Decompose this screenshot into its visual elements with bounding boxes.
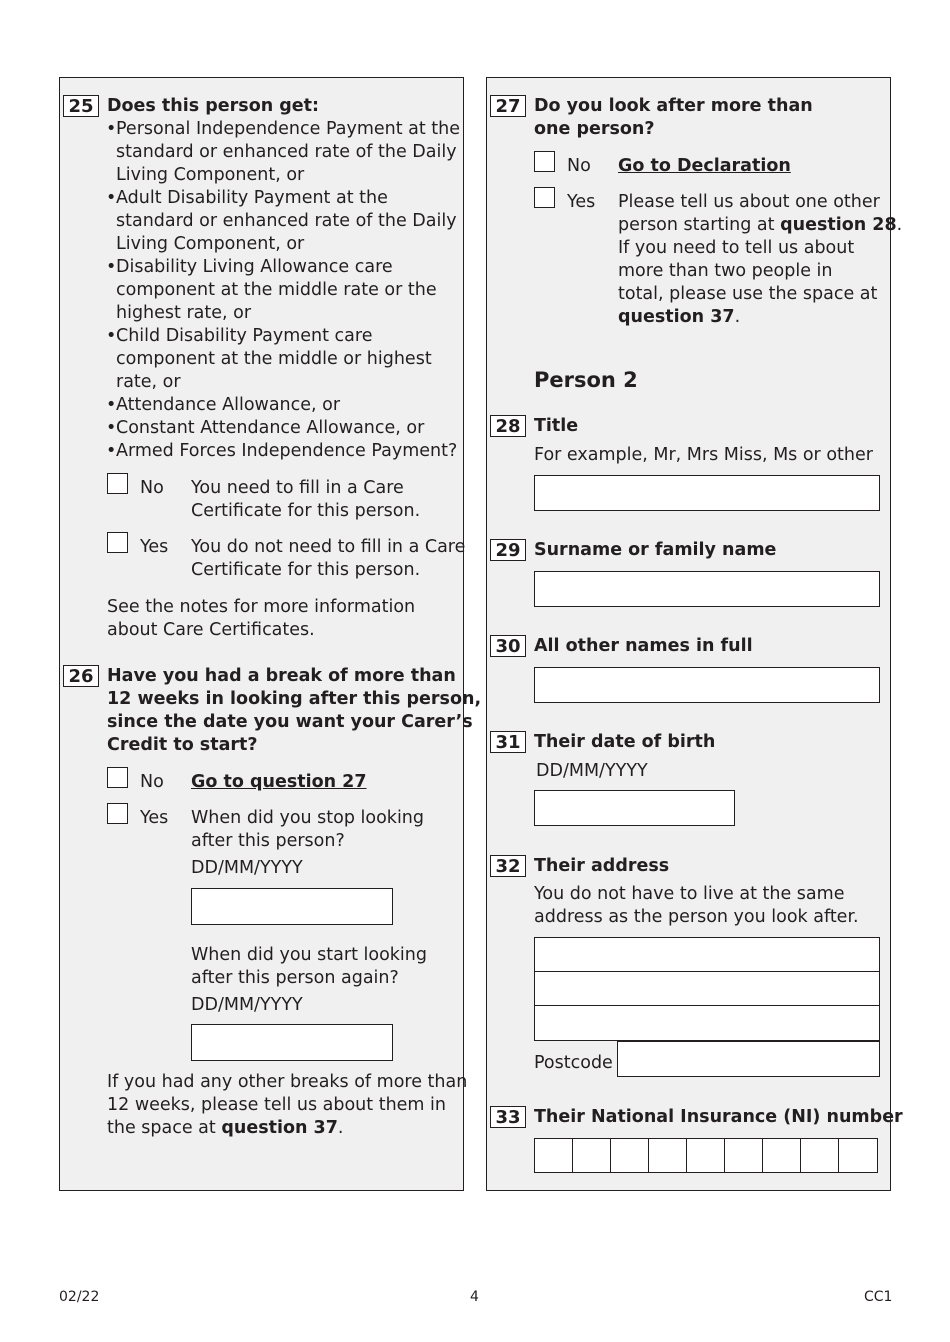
person-2-heading: Person 2: [534, 368, 638, 392]
q25-bullet-cdp: • Child Disability Payment care component at the middle or highest rate, or: [106, 325, 432, 394]
footer-form-code: CC1: [864, 1289, 893, 1305]
q26-stop-date-format: DD/MM/YYYY: [191, 858, 303, 878]
question-number-32: 32: [490, 855, 526, 877]
footer-page-number: 4: [470, 1289, 479, 1305]
date-of-birth-field[interactable]: [534, 790, 735, 826]
question-number-25: 25: [63, 95, 99, 117]
q25-bullet-caa: • Constant Attendance Allowance, or: [106, 417, 424, 440]
question-number-27: 27: [490, 95, 526, 117]
ni-cell-divider: [762, 1139, 763, 1172]
q26-stop-date-field[interactable]: [191, 888, 393, 925]
q25-bullet-dla: • Disability Living Allowance care component at the middle rate or the highest rate, or: [106, 256, 437, 325]
q27-go-to-declaration-link[interactable]: Go to Declaration: [618, 156, 791, 176]
q25-no-text: You need to fill in a Care Certificate for this person.: [191, 478, 421, 521]
question-number-28: 28: [490, 415, 526, 437]
q27-yes-label: Yes: [567, 192, 596, 212]
ni-cell-divider: [610, 1139, 611, 1172]
q25-no-checkbox[interactable]: [107, 473, 128, 494]
question-number-30: 30: [490, 635, 526, 657]
ni-cell-divider: [572, 1139, 573, 1172]
question-30-title: All other names in full: [534, 636, 753, 656]
q25-note: See the notes for more information about Care Certificates.: [107, 597, 416, 640]
footer-date: 02/22: [59, 1289, 100, 1305]
q26-yes-label: Yes: [140, 808, 169, 828]
postcode-label: Postcode: [534, 1053, 613, 1073]
address-line-2-field[interactable]: [534, 971, 880, 1007]
q26-start-date-format: DD/MM/YYYY: [191, 995, 303, 1015]
q26-no-checkbox[interactable]: [107, 767, 128, 788]
q27-no-label: No: [567, 156, 591, 176]
address-line-3-field[interactable]: [534, 1005, 880, 1041]
q25-yes-label: Yes: [140, 537, 169, 557]
question-number-33: 33: [490, 1106, 526, 1128]
ni-cell-divider: [686, 1139, 687, 1172]
q25-bullet-afip: • Armed Forces Independence Payment?: [106, 440, 457, 463]
q28-hint: For example, Mr, Mrs Miss, Ms or other: [534, 445, 873, 465]
q25-yes-text: You do not need to fill in a Care Certificate for this person.: [191, 537, 466, 580]
ni-cell-divider: [800, 1139, 801, 1172]
q25-bullet-adp: • Adult Disability Payment at the standard or enhanced rate of the Daily Living Component, or: [106, 187, 457, 256]
q32-hint: You do not have to live at the same address as the person you look after.: [534, 884, 859, 927]
q25-bullet-pip: • Personal Independence Payment at the standard or enhanced rate of the Daily Living Component, or: [106, 118, 460, 187]
q31-date-format: DD/MM/YYYY: [536, 761, 648, 781]
ni-cell-divider: [838, 1139, 839, 1172]
question-27-title: Do you look after more than one person?: [534, 96, 813, 139]
question-31-title: Their date of birth: [534, 732, 716, 752]
q26-go-to-question-27-link[interactable]: Go to question 27: [191, 772, 367, 792]
address-line-1-field[interactable]: [534, 937, 880, 973]
q26-yes-checkbox[interactable]: [107, 803, 128, 824]
q25-yes-checkbox[interactable]: [107, 532, 128, 553]
q25-no-label: No: [140, 478, 164, 498]
title-field[interactable]: [534, 475, 880, 511]
postcode-field[interactable]: [617, 1041, 880, 1077]
question-29-title: Surname or family name: [534, 540, 777, 560]
q26-footer-note: If you had any other breaks of more than 12 weeks, please tell us about them in the space at question 37.: [107, 1072, 468, 1138]
surname-field[interactable]: [534, 571, 880, 607]
ni-number-field[interactable]: [534, 1138, 878, 1173]
other-names-field[interactable]: [534, 667, 880, 703]
question-26-title: Have you had a break of more than 12 weeks in looking after this person, since the date you want your Carer’s Credit to start?: [107, 666, 482, 755]
question-25-title: Does this person get:: [107, 96, 320, 116]
ni-cell-divider: [648, 1139, 649, 1172]
question-number-31: 31: [490, 731, 526, 753]
q27-yes-text: Please tell us about one other person starting at question 28. If you need to tell us about more than two people in total, please use the space at question 37.: [618, 192, 903, 327]
q26-start-question: When did you start looking after this person again?: [191, 945, 427, 988]
q27-no-checkbox[interactable]: [534, 151, 555, 172]
ni-cell-divider: [724, 1139, 725, 1172]
question-32-title: Their address: [534, 856, 670, 876]
q26-stop-question: When did you stop looking after this person?: [191, 808, 425, 851]
q25-bullet-aa: • Attendance Allowance, or: [106, 394, 340, 417]
q26-start-date-field[interactable]: [191, 1024, 393, 1061]
question-number-26: 26: [63, 665, 99, 687]
question-number-29: 29: [490, 539, 526, 561]
q27-yes-checkbox[interactable]: [534, 187, 555, 208]
question-28-title: Title: [534, 416, 579, 436]
q26-no-label: No: [140, 772, 164, 792]
question-33-title: Their National Insurance (NI) number: [534, 1107, 903, 1127]
